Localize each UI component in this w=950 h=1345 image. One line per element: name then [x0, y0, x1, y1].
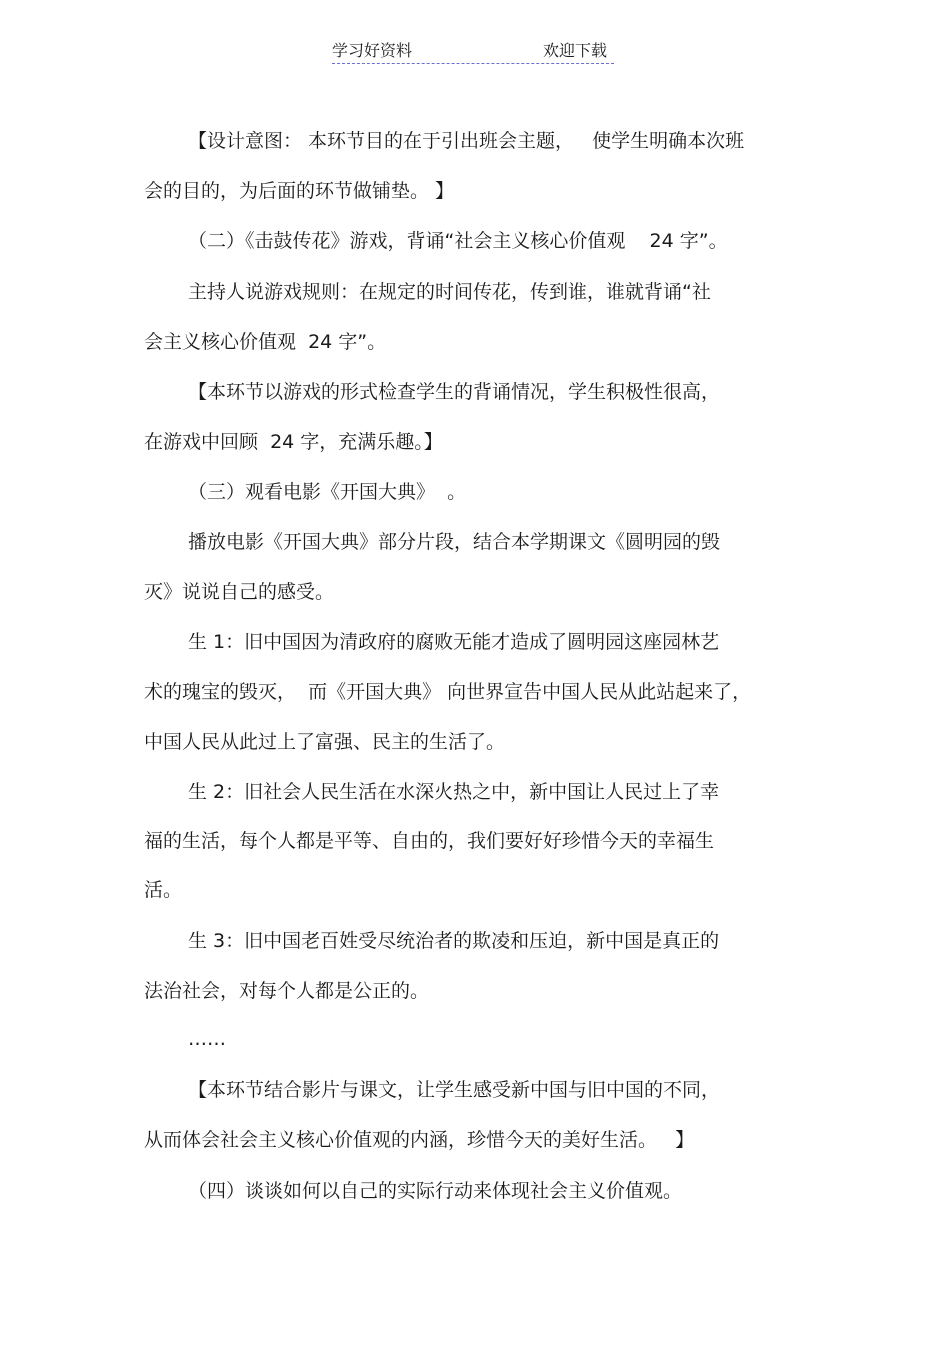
header-left-text: 学习好资料	[332, 41, 413, 60]
page-header	[0, 40, 950, 70]
header-right-text: 欢迎下载	[543, 41, 608, 60]
text-line: ……	[188, 1028, 226, 1050]
text-line: 活。	[144, 879, 183, 901]
text-line: 【设计意图： 本环节目的在于引出班会主题， 使学生明确本次班	[188, 130, 745, 152]
text-line: 【本环节结合影片与课文，让学生感受新中国与旧中国的不同，	[188, 1079, 721, 1101]
text-line: 【本环节以游戏的形式检查学生的背诵情况，学生积极性很高，	[188, 381, 721, 403]
text-line: 法治社会，对每个人都是公正的。	[144, 980, 430, 1002]
text-line: 从而体会社会主义核心价值观的内涵，珍惜今天的美好生活。 】	[144, 1129, 695, 1151]
text-line: 中国人民从此过上了富强、民主的生活了。	[144, 731, 506, 753]
text-line: （四）谈谈如何以自己的实际行动来体现社会主义价值观。	[188, 1180, 683, 1202]
text-line: 会的目的，为后面的环节做铺垫。 】	[144, 180, 455, 202]
text-line: 主持人说游戏规则：在规定的时间传花，传到谁，谁就背诵“社	[188, 281, 711, 303]
text-line: 术的瑰宝的毁灭， 而《开国大典》 向世界宣告中国人民从此站起来了，	[144, 681, 752, 703]
text-line: 在游戏中回顾 24 字，充满乐趣。】	[144, 431, 443, 453]
text-line: （二）《击鼓传花》游戏，背诵“社会主义核心价值观 24 字”。	[188, 230, 728, 252]
text-line: 福的生活，每个人都是平等、自由的，我们要好好珍惜今天的幸福生	[144, 830, 715, 852]
text-line: （三）观看电影《开国大典》 。	[188, 481, 467, 503]
text-line: 灭》说说自己的感受。	[144, 581, 335, 603]
header-dashed-rule	[332, 63, 614, 64]
text-line: 生 2：旧社会人民生活在水深火热之中，新中国让人民过上了幸	[188, 781, 720, 803]
text-line: 会主义核心价值观 24 字”。	[144, 331, 387, 353]
text-line: 生 3：旧中国老百姓受尽统治者的欺凌和压迫，新中国是真正的	[188, 930, 720, 952]
text-line: 播放电影《开国大典》部分片段，结合本学期课文《圆明园的毁	[188, 531, 721, 553]
text-line: 生 1：旧中国因为清政府的腐败无能才造成了圆明园这座园林艺	[188, 631, 720, 653]
